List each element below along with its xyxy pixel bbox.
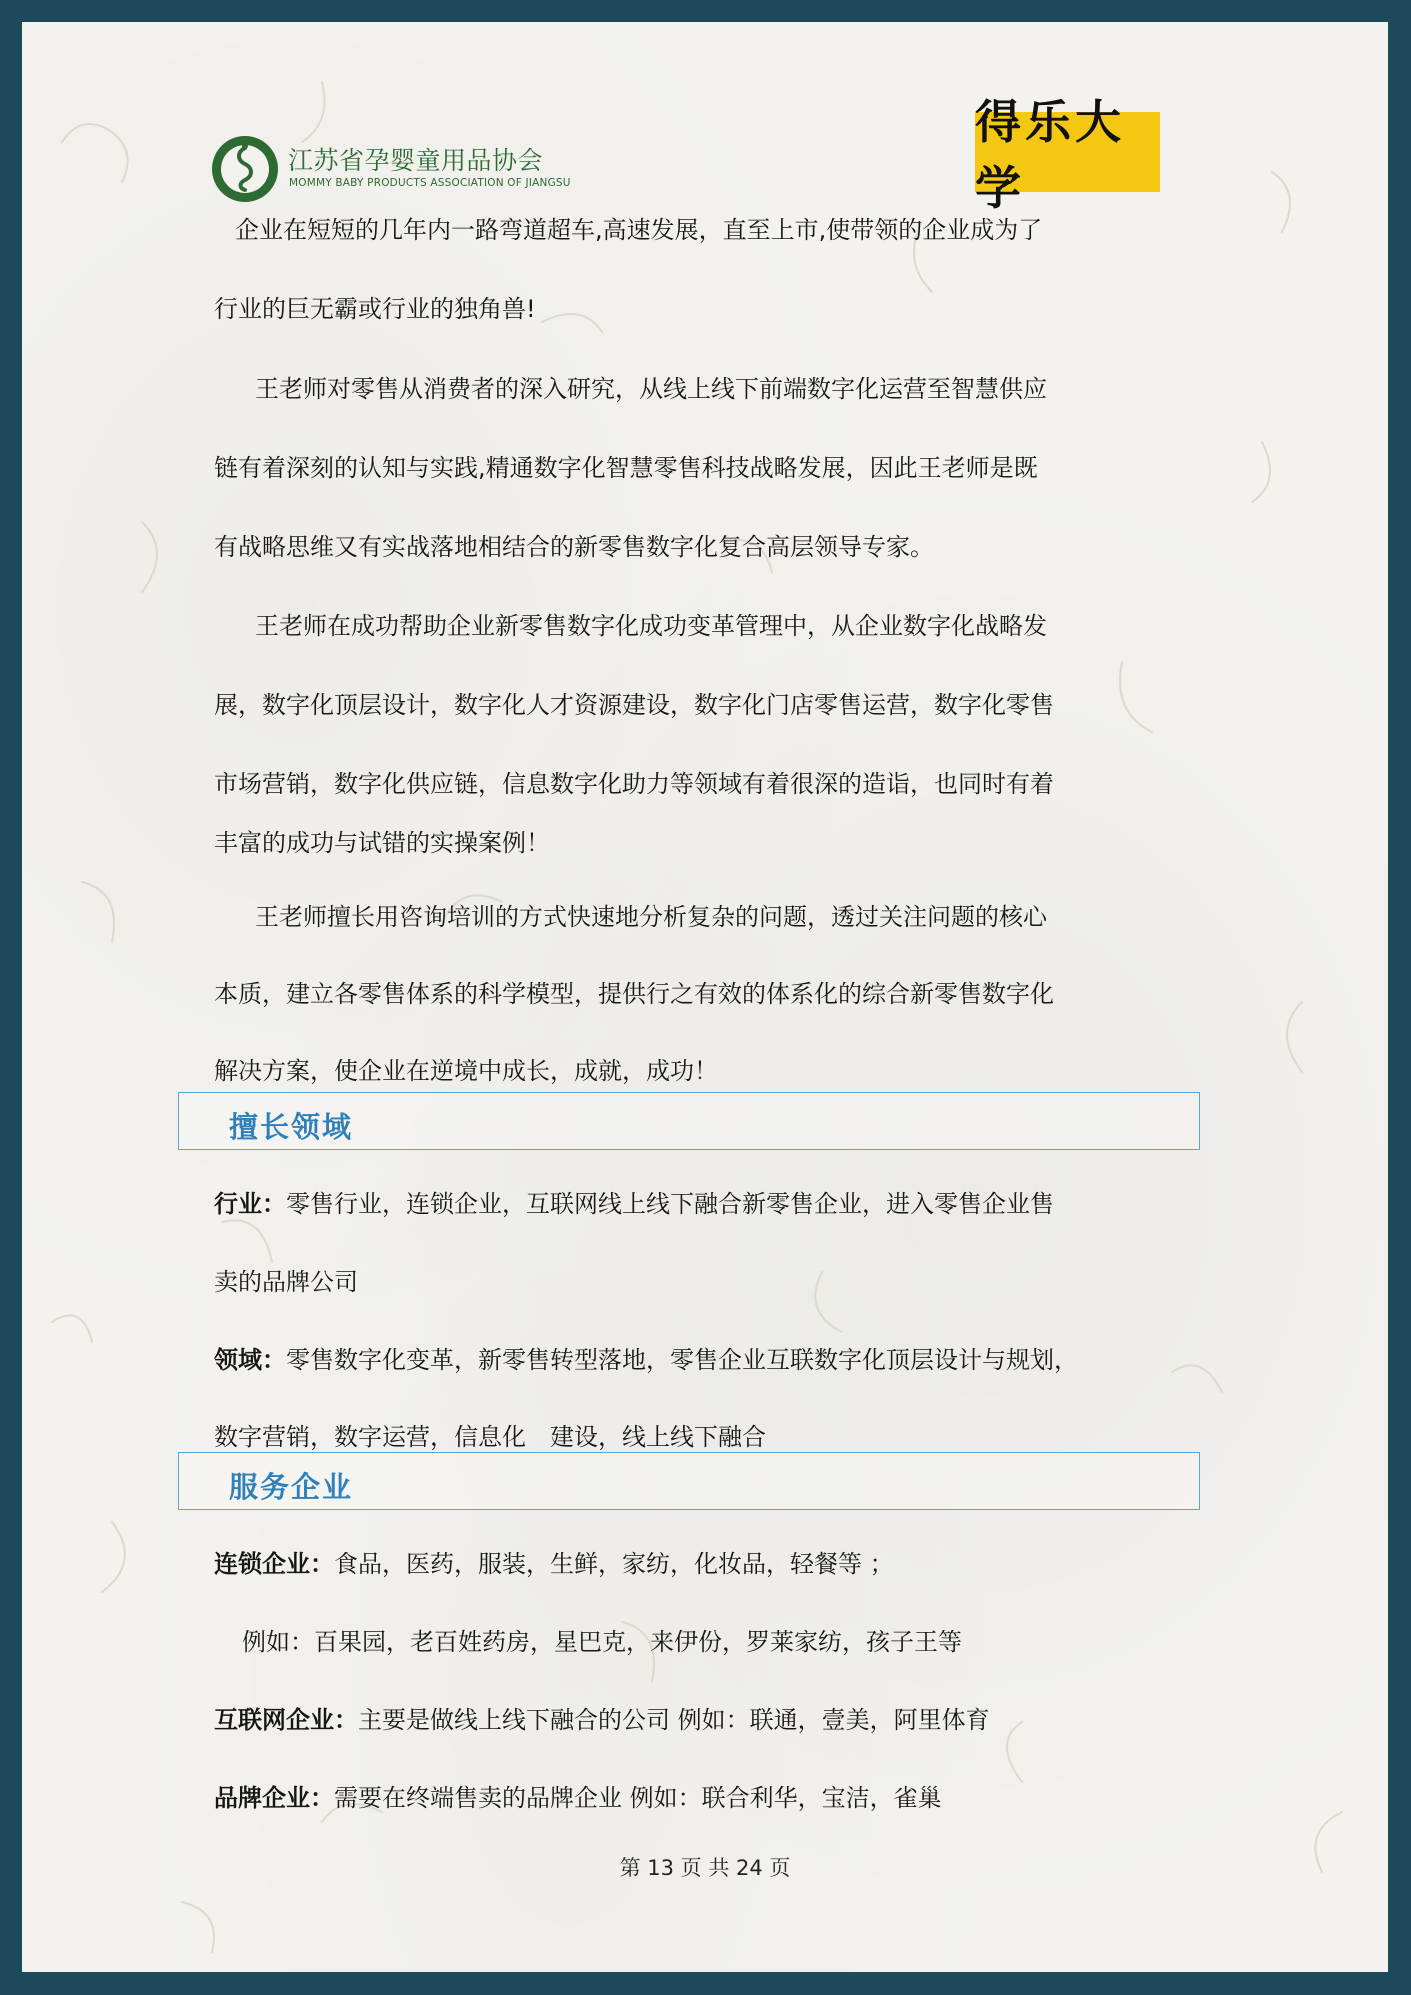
internet-line (214, 1705, 1204, 1735)
chain-text: 食品，医药，服装，生鲜，家纺，化妆品，轻餐等 ； (334, 1550, 894, 1578)
association-name-en: MOMMY BABY PRODUCTS ASSOCIATION OF JIANGSU (289, 177, 571, 189)
body-line-8: 市场营销，数字化供应链，信息数字化助力等领域有着很深的造诣，也同时有着 (214, 770, 1054, 798)
body-line-4: 链有着深刻的认知与实践,精通数字化智慧零售科技战略发展，因此王老师是既 (214, 454, 1038, 482)
industry-text-1: 零售行业，连锁企业，互联网线上线下融合新零售企业，进入零售企业售 (286, 1190, 1054, 1218)
field-text-1: 零售数字化变革，新零售转型落地，零售企业互联数字化顶层设计与规划， (286, 1346, 1078, 1374)
body-line-11: 本质，建立各零售体系的科学模型，提供行之有效的体系化的综合新零售数字化 (214, 980, 1054, 1008)
association-logo (210, 134, 570, 204)
body-line-1: 企业在短短的几年内一路弯道超车,高速发展，直至上市,使带领的企业成为了 (235, 216, 1043, 244)
association-name-cn: 江苏省孕婴童用品协会 (288, 146, 544, 175)
page-number: 第 13 页 共 24 页 (619, 1856, 791, 1880)
brand-line (214, 1783, 1204, 1813)
expertise-section-header (178, 1092, 1200, 1150)
field-line-1 (214, 1345, 1204, 1375)
chain-label: 连锁企业： (214, 1550, 334, 1578)
internet-text: 主要是做线上线下融合的公司 例如：联通，壹美，阿里体育 (358, 1706, 990, 1734)
brand-label: 品牌企业： (214, 1784, 334, 1812)
service-section-header (178, 1452, 1200, 1510)
body-line-10: 王老师擅长用咨询培训的方式快速地分析复杂的问题，透过关注问题的核心 (255, 903, 1047, 931)
service-title: 服务企业 (229, 1470, 354, 1504)
body-line-12: 解决方案，使企业在逆境中成长，成就，成功！ (214, 1057, 718, 1085)
document-page (22, 22, 1388, 1972)
body-line-2: 行业的巨无霸或行业的独角兽! (214, 295, 536, 323)
association-emblem-icon (210, 134, 280, 204)
chain-examples: 例如：百果园，老百姓药房，星巴克，来伊份，罗莱家纺，孩子王等 (242, 1628, 962, 1656)
industry-line-1 (214, 1189, 1204, 1219)
brand-text: 需要在终端售卖的品牌企业 例如：联合利华，宝洁，雀巢 (334, 1784, 942, 1812)
internet-label: 互联网企业： (214, 1706, 358, 1734)
body-line-5: 有战略思维又有实战落地相结合的新零售数字化复合高层领导专家。 (214, 533, 934, 561)
body-line-9: 丰富的成功与试错的实操案例！ (214, 829, 550, 857)
industry-text-2: 卖的品牌公司 (214, 1268, 358, 1296)
expertise-title: 擅长领域 (229, 1110, 354, 1144)
field-text-2: 数字营销，数字运营，信息化 建设，线上线下融合 (214, 1423, 766, 1451)
industry-label: 行业： (214, 1190, 286, 1218)
chain-line (214, 1549, 1204, 1579)
body-line-3: 王老师对零售从消费者的深入研究，从线上线下前端数字化运营至智慧供应 (255, 375, 1047, 403)
university-logo: 得乐大学 (975, 112, 1160, 192)
body-line-7: 展，数字化顶层设计，数字化人才资源建设，数字化门店零售运营，数字化零售 (214, 691, 1054, 719)
body-line-6: 王老师在成功帮助企业新零售数字化成功变革管理中，从企业数字化战略发 (255, 612, 1047, 640)
field-label: 领域： (214, 1346, 286, 1374)
